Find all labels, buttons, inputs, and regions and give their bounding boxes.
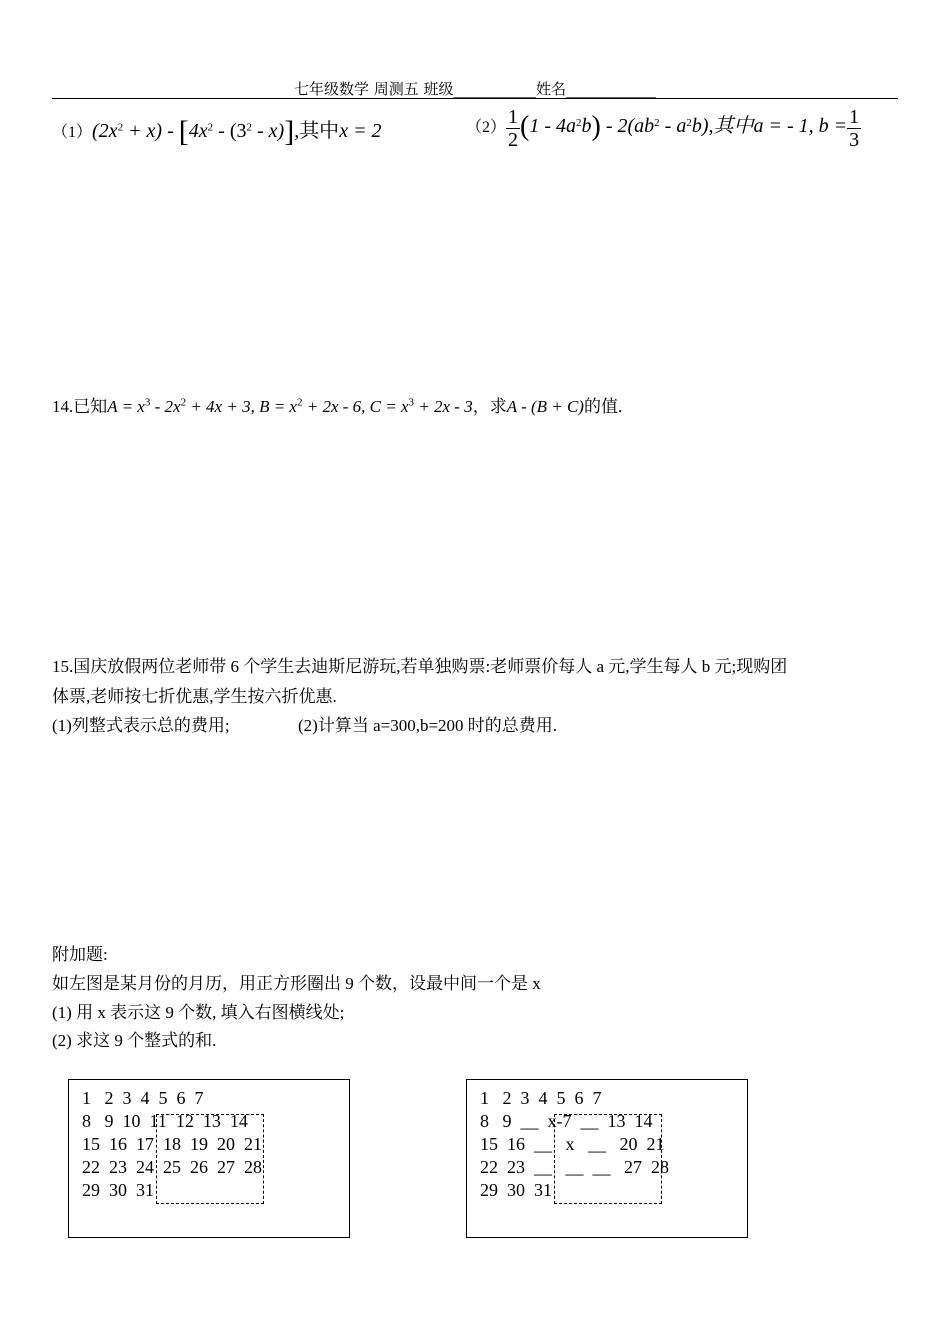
- problem15-line1: 15.国庆放假两位老师带 6 个学生去迪斯尼游玩,若单独购票:老师票价每人 a 元,学生每人 b 元;现购团: [52, 657, 788, 676]
- part2-label: （2）: [466, 119, 507, 137]
- bonus-line2: (1) 用 x 表示这 9 个数, 填入右图横线处;: [52, 1003, 345, 1022]
- part1-expr-c: 4x: [188, 120, 208, 142]
- calendar-right-row-2: 8 9 __ x-7 __ 13 14: [480, 1111, 653, 1131]
- part2-frac-third: $\frac{1}{3}$: [849, 106, 860, 151]
- calendar-right-row-3: 15 16 __ x __ 20 21: [480, 1134, 665, 1154]
- calendar-left-row-1: 1 2 3 4 5 6 7: [82, 1088, 204, 1108]
- problem13-part1: $(1)(2x^2 + x) - [4x^2 - (3^2 - x)]$,其中x = 2: [52, 115, 382, 148]
- calendar-right-row-1: 1 2 3 4 5 6 7: [480, 1088, 602, 1108]
- problem14: 14.已知$A = x^3 - 2x^2 + 4x + 3$, $B = x^2 + 2x - 6$, $C = x^3 + 2x - 3$，求A - (B + C)的值.: [52, 396, 623, 416]
- problem15-line2: 体票,老师按七折优惠,学生按六折优惠.: [52, 687, 337, 706]
- bonus-line1: 如左图是某月份的月历，用正方形圈出 9 个数，设最中间一个是 x: [52, 974, 541, 993]
- part2-mid: - 2(ab: [600, 115, 655, 138]
- calendar-left-row-4: 22 23 24 25 26 27 28: [82, 1157, 262, 1177]
- page-header: 七年级数学 周测五 班级___________姓名____________: [293, 80, 657, 98]
- part2-frac-half: $\frac{1}{2}$: [508, 106, 519, 151]
- part1-expr-b: + x) -: [123, 120, 179, 142]
- problem14-label: 14.已知: [52, 397, 108, 416]
- part1-cond-eq: x = 2: [339, 120, 382, 142]
- part1-expr-a: (2x: [92, 120, 118, 142]
- calendar-right-row-4: 22 23 __ __ __ 27 28: [480, 1157, 669, 1177]
- calendar-left-selection-square: [156, 1114, 264, 1204]
- part1-expr-e: - x): [251, 120, 285, 142]
- part1-expr-d: - (3: [213, 120, 247, 142]
- problem14-expr: A - (B + C): [506, 397, 584, 416]
- part1-label: （1）: [52, 124, 93, 141]
- header-rule: [52, 98, 898, 99]
- bonus-title: 附加题:: [52, 945, 108, 964]
- problem15-sub2: (2)计算当 a=300,b=200 时的总费用.: [298, 716, 558, 735]
- calendar-left-row-5: 29 30 31: [82, 1180, 154, 1200]
- part2-inner: 1 - 4a: [529, 115, 577, 138]
- part1-cond: ,其中: [294, 120, 340, 142]
- problem13-part2: （2） $\frac{1}{2}$ $(1 - 4a^2b) - 2(ab^2 - a^2b)$,其中a = - 1, b = $\frac{1}{3}$: [466, 106, 860, 151]
- bonus-line3: (2) 求这 9 个整式的和.: [52, 1031, 217, 1050]
- calendar-right-selection-square: [554, 1114, 662, 1204]
- calendar-left-row-2: 8 9 10 11 12 13 14: [82, 1111, 248, 1131]
- part2-cond: a = - 1, b =: [753, 115, 848, 138]
- problem15-sub1: (1)列整式表示总的费用;: [52, 716, 230, 735]
- calendar-right-row-5: 29 30 31: [480, 1180, 552, 1200]
- calendar-left-row-3: 15 16 17 18 19 20 21: [82, 1134, 262, 1154]
